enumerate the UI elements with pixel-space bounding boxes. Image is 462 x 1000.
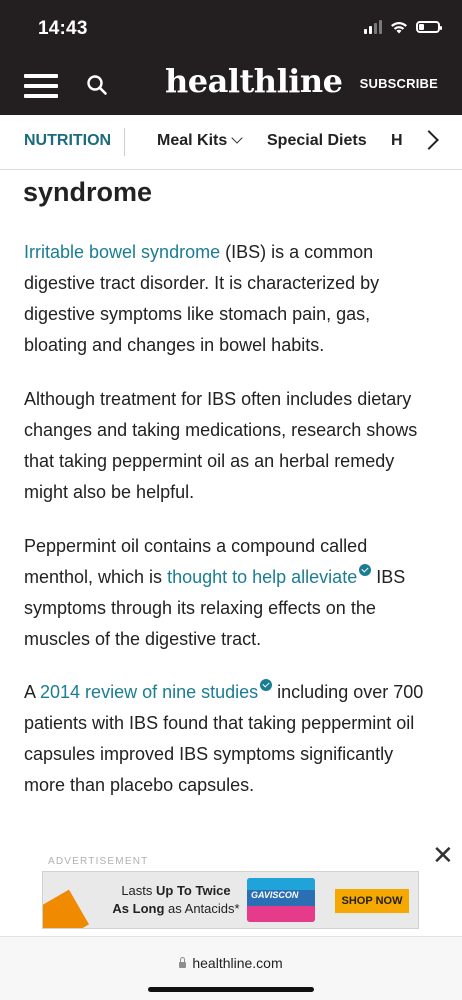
nav-item-special-diets[interactable]: Special Diets [267, 132, 367, 149]
category-nav [0, 115, 462, 170]
ad-label: ADVERTISEMENT [48, 856, 149, 867]
close-ad-icon[interactable]: ✕ [432, 840, 454, 870]
article-paragraph [24, 531, 438, 655]
chevron-right-icon[interactable] [419, 130, 439, 150]
ad-shop-now-button[interactable]: SHOP NOW [335, 889, 409, 913]
ad-copy [81, 882, 271, 918]
nav-item-nutrition[interactable]: NUTRITION [24, 132, 112, 149]
ad-banner[interactable] [42, 871, 419, 929]
search-icon[interactable] [86, 74, 108, 96]
subscribe-button[interactable]: SUBSCRIBE [359, 76, 438, 91]
ad-brand: GAVISCON [251, 890, 299, 900]
ad-text-bold: Up To Twice [156, 883, 231, 898]
article-paragraph [24, 237, 438, 361]
link-thought-to-help-alleviate[interactable]: thought to help alleviate [167, 567, 358, 587]
paragraph-text: (IBS) is a common digestive tract disorder. It is characterized by digestive symptoms like stomach pain, gas, bloating and changes in bowel habits. [24, 242, 380, 355]
ad-text: as Antacids* [164, 901, 240, 916]
ad-text-bold: As Long [112, 901, 165, 916]
article-paragraph [24, 677, 438, 801]
verified-check-icon [260, 679, 272, 691]
paragraph-text: Peppermint oil contains a compound called menthol, which is [24, 536, 368, 587]
chevron-down-icon [232, 132, 243, 143]
battery-icon [416, 21, 440, 33]
status-icons [364, 20, 440, 34]
status-time: 14:43 [38, 18, 88, 39]
nav-item-meal-kits[interactable] [157, 132, 241, 150]
paragraph-text: including over 700 patients with IBS found that taking peppermint oil capsules improved IBS symptoms significantly more than placebo capsules. [24, 682, 424, 795]
browser-address-bar[interactable] [0, 936, 462, 1000]
cellular-signal-icon [364, 20, 382, 34]
ad-text: Lasts [121, 883, 157, 898]
url-display[interactable] [0, 955, 462, 971]
nav-divider [124, 128, 125, 156]
nav-item-label: Meal Kits [157, 132, 228, 149]
link-2014-review[interactable]: 2014 review of nine studies [40, 682, 259, 702]
section-heading: syndrome [23, 177, 153, 207]
paragraph-text: IBS symptoms through its relaxing effects on the muscles of the digestive tract. [24, 567, 406, 649]
url-text: healthline.com [192, 955, 283, 971]
link-irritable-bowel-syndrome[interactable]: Irritable bowel syndrome [24, 242, 221, 262]
verified-check-icon [359, 564, 371, 576]
nav-item-truncated[interactable]: H [391, 132, 403, 149]
article-paragraph [24, 384, 438, 508]
menu-hamburger-icon[interactable] [24, 74, 58, 98]
top-header [0, 0, 462, 115]
wifi-icon [390, 20, 408, 34]
paragraph-text: A [24, 682, 41, 702]
healthline-logo[interactable]: healthline [165, 62, 343, 100]
ad-product-image [247, 878, 315, 922]
lock-icon [179, 962, 186, 968]
home-indicator[interactable] [148, 987, 314, 992]
paragraph-text: Although treatment for IBS often includes dietary changes and taking medications, research shows that taking peppermint oil as an herbal remedy might also be helpful. [24, 389, 418, 502]
